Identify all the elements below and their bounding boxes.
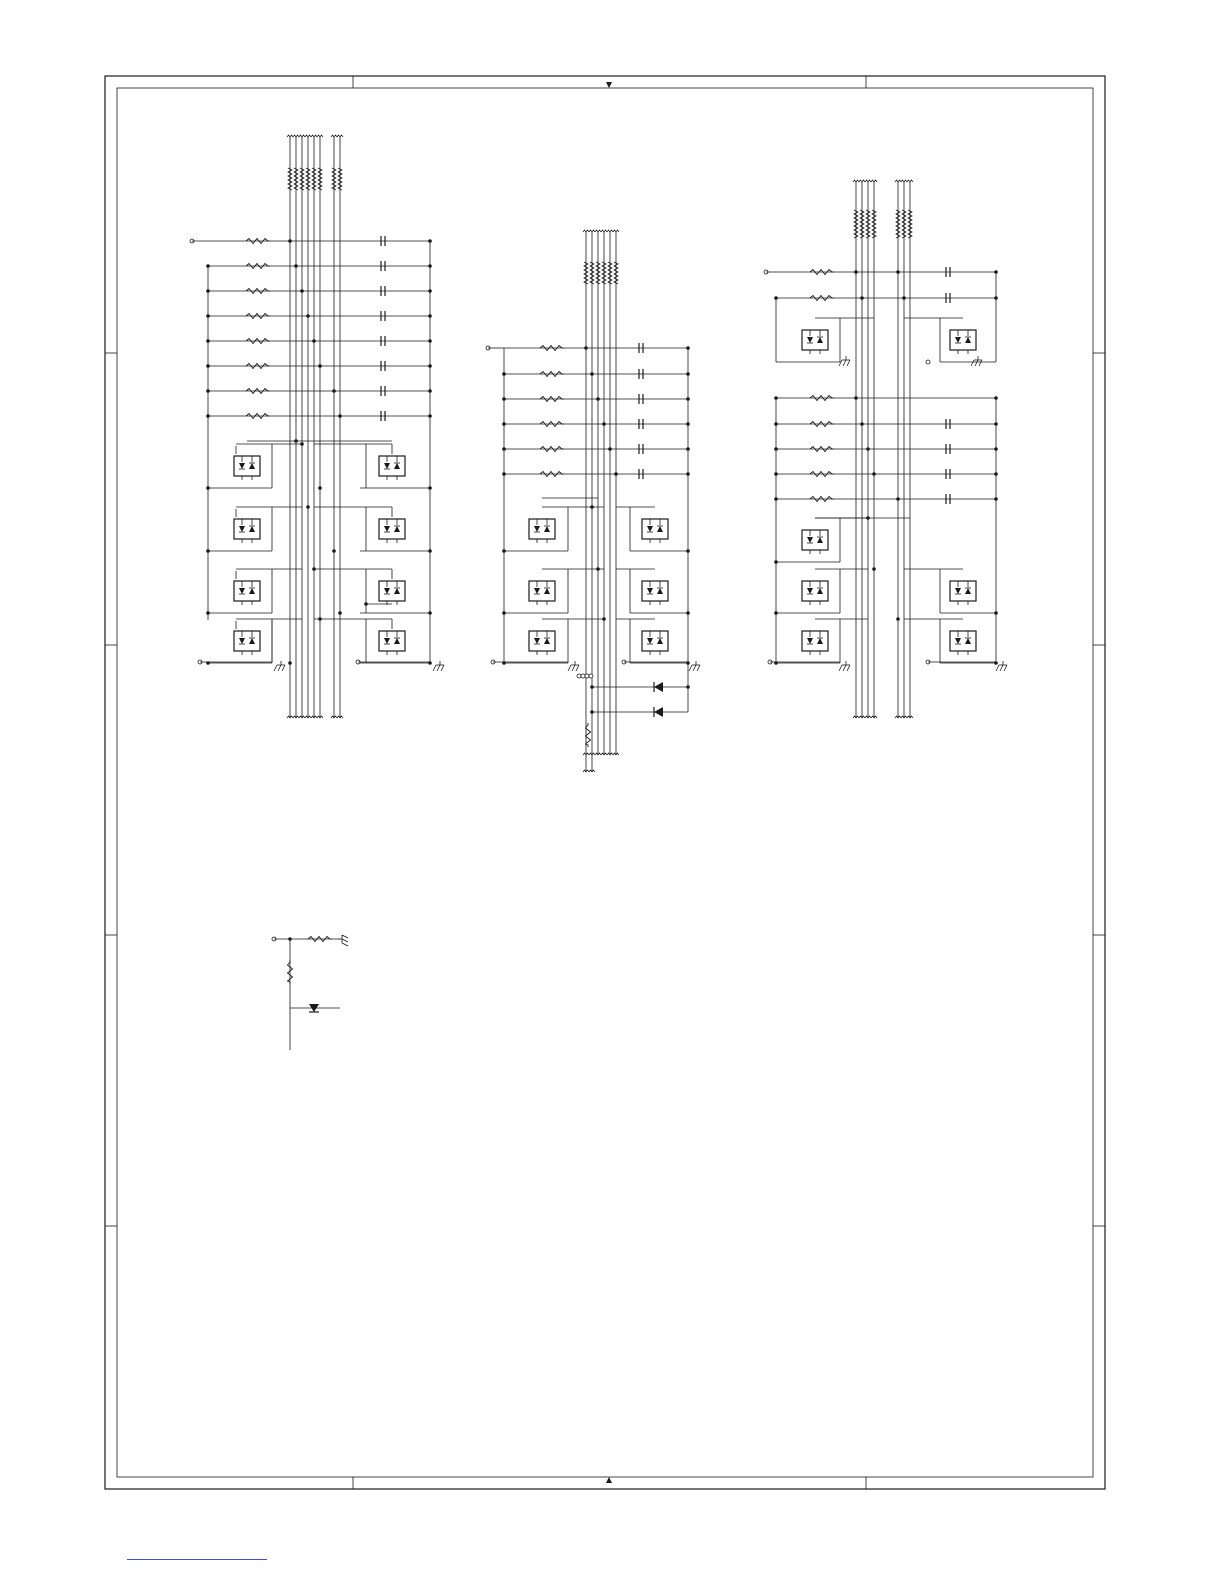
ground-icon [971,356,982,366]
junction-dot [854,396,858,400]
junction-dot [994,611,998,615]
junction-dot [338,611,342,615]
terminal-icon [581,674,585,678]
optocoupler-icon [234,581,260,605]
bus-end-mark [907,180,913,182]
bus-end-mark [859,180,865,182]
junction-dot [288,937,292,941]
junction-dot [902,296,906,300]
optocoupler-icon [642,519,668,543]
ground-icon [568,661,579,671]
junction-dot [306,505,310,509]
junction-dot [602,422,606,426]
section-upper-left [190,135,444,718]
junction-dot [206,486,210,490]
junction-dot [332,549,336,553]
bottom-arrow-icon [606,1477,612,1483]
resistor-icon [586,723,591,747]
junction-dot [312,567,316,571]
junction-dot [596,397,600,401]
junction-dot [502,549,506,553]
ground-icon [433,661,444,671]
junction-dot [318,364,322,368]
junction-dot [288,661,292,665]
break-mark [288,168,292,190]
bus-end-mark [589,230,595,232]
optocoupler-icon [379,631,405,655]
bus-end-mark [305,135,311,137]
junction-dot [774,560,778,564]
bus-end-mark [613,230,619,232]
junction-dot [872,472,876,476]
ground-icon [839,661,850,671]
optocoupler-icon [379,519,405,543]
junction-dot [896,617,900,621]
bus-end-mark [607,230,613,232]
optocoupler-icon [379,581,405,605]
bus-end-mark [311,135,317,137]
junction-dot [872,567,876,571]
optocoupler-icon [950,330,976,354]
junction-dot [608,447,612,451]
terminal-icon [585,674,589,678]
break-mark [608,262,612,284]
junction-dot [428,549,432,553]
junction-dot [318,617,322,621]
bus-end-mark [871,180,877,182]
junction-dot [332,389,336,393]
top-arrow-icon [606,82,612,88]
junction-dot [896,497,900,501]
optocoupler-icon [642,631,668,655]
optocoupler-icon [950,631,976,655]
terminal-icon [926,360,930,364]
bus-end-mark [293,135,299,137]
bus-end-mark [865,180,871,182]
break-mark [294,168,298,190]
break-mark [596,262,600,284]
ground-icon [274,661,285,671]
junction-dot [312,339,316,343]
break-mark [338,168,342,190]
optocoupler-icon [950,581,976,605]
junction-dot [686,549,690,553]
junction-dot [590,372,594,376]
junction-dot [774,611,778,615]
drawing-frame [105,76,1105,1489]
bus-end-mark [337,135,343,137]
bus-end-mark [901,180,907,182]
bus-end-mark [317,135,323,137]
junction-dot [596,567,600,571]
optocoupler-icon [802,581,828,605]
optocoupler-icon [642,581,668,605]
junction-dot [866,447,870,451]
diode-icon [654,682,663,692]
junction-dot [294,264,298,268]
ground-icon [839,356,850,366]
bus-end-mark [331,135,337,137]
junction-dot [590,685,594,689]
bus-end-mark [895,180,901,182]
junction-dot [854,270,858,274]
junction-dot [428,611,432,615]
junction-dot [318,486,322,490]
optocoupler-icon [234,456,260,480]
break-mark [318,168,322,190]
break-mark [614,262,618,284]
junction-dot [590,710,594,714]
junction-dot [860,422,864,426]
junction-dot [306,314,310,318]
junction-dot [502,611,506,615]
optocoupler-icon [802,330,828,354]
junction-dot [614,472,618,476]
junction-dot [428,486,432,490]
junction-dot [590,505,594,509]
break-mark [332,168,336,190]
optocoupler-icon [529,519,555,543]
optocoupler-icon [529,581,555,605]
junction-dot [288,239,292,243]
diode-icon [654,707,663,717]
junction-dot [206,611,210,615]
ground-icon [689,661,700,671]
break-mark [602,262,606,284]
optocoupler-icon [802,631,828,655]
junction-dot [338,414,342,418]
terminal-icon [589,674,593,678]
optocoupler-icon [234,519,260,543]
junction-dot [584,346,588,350]
junction-dot [686,685,690,689]
junction-dot [300,289,304,293]
junction-dot [602,617,606,621]
bus-end-mark [595,230,601,232]
junction-dot [300,442,304,446]
break-mark [590,262,594,284]
bus-end-mark [601,230,607,232]
junction-dot [294,439,298,443]
break-mark [584,262,588,284]
section-middle-left [272,935,348,1050]
section-upper-right [764,180,1007,718]
optocoupler-icon [379,456,405,480]
junction-dot [896,270,900,274]
section-upper-center [486,230,700,772]
junction-dot [206,549,210,553]
bus-end-mark [583,230,589,232]
junction-dot [364,602,368,606]
bus-end-mark [853,180,859,182]
break-mark [300,168,304,190]
ground-icon [338,935,348,946]
footer-rule [127,1559,267,1560]
terminal-icon [577,674,581,678]
break-mark [306,168,310,190]
bus-end-mark [299,135,305,137]
optocoupler-icon [529,631,555,655]
optocoupler-icon [802,530,828,554]
junction-dot [860,296,864,300]
break-mark [312,168,316,190]
optocoupler-icon [234,631,260,655]
junction-dot [686,611,690,615]
bus-end-mark [287,135,293,137]
